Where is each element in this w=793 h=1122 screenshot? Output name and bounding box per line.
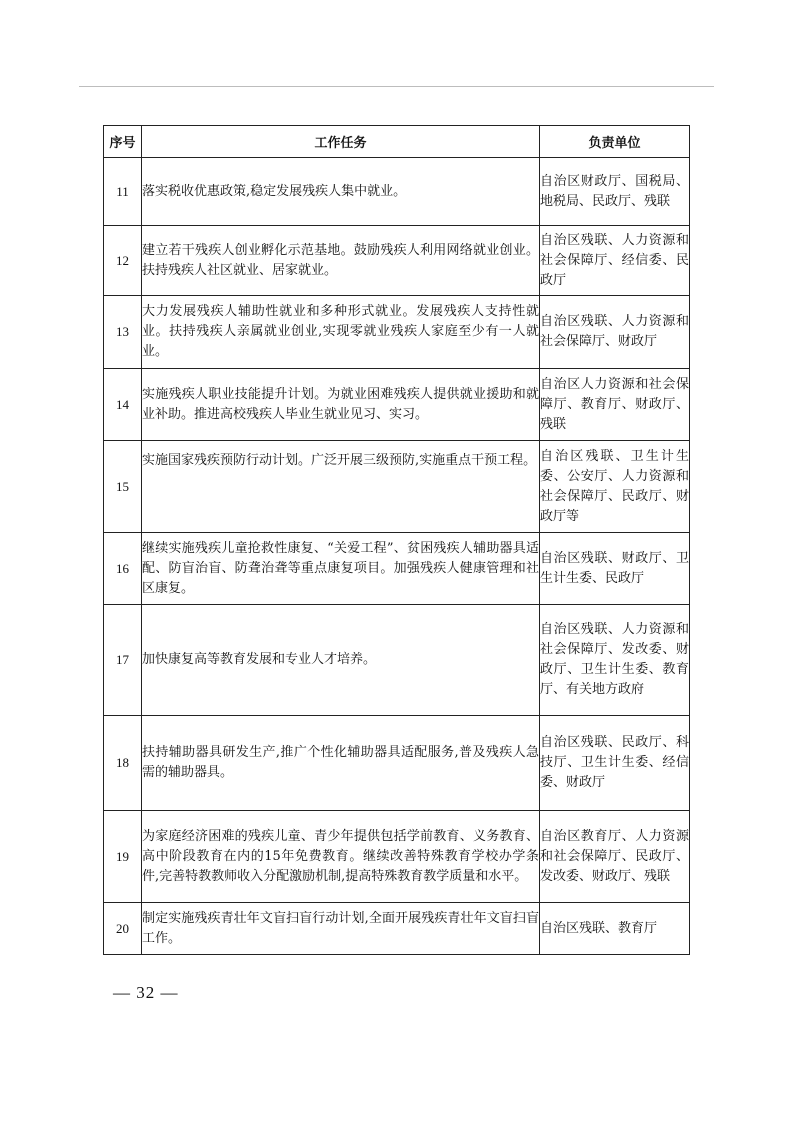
row-unit: 自治区残联、教育厅 [540, 903, 690, 955]
row-task: 继续实施残疾儿童抢救性康复、“关爱工程”、贫困残疾人辅助器具适配、防盲治盲、防聋治聋等重点康复项目。加强残疾人健康管理和社区康复。 [142, 533, 540, 605]
row-task: 实施残疾人职业技能提升计划。为就业困难残疾人提供就业援助和就业补助。推进高校残疾人毕业生就业见习、实习。 [142, 369, 540, 441]
table-header-row [104, 126, 690, 158]
row-seq: 20 [104, 903, 142, 955]
row-seq: 13 [104, 296, 142, 369]
table-row [104, 605, 690, 716]
row-seq: 18 [104, 716, 142, 811]
row-seq: 12 [104, 226, 142, 296]
row-task: 制定实施残疾青壮年文盲扫盲行动计划,全面开展残疾青壮年文盲扫盲工作。 [142, 903, 540, 955]
row-unit: 自治区教育厅、人力资源和社会保障厅、民政厅、发改委、财政厅、残联 [540, 811, 690, 903]
table-row [104, 441, 690, 533]
row-seq: 19 [104, 811, 142, 903]
header-rule [79, 86, 714, 87]
row-unit: 自治区残联、卫生计生委、公安厅、人力资源和社会保障厅、民政厅、财政厅等 [540, 441, 690, 533]
row-unit: 自治区残联、人力资源和社会保障厅、经信委、民政厅 [540, 226, 690, 296]
header-task: 工作任务 [142, 126, 540, 158]
table-row [104, 811, 690, 903]
table-row [104, 716, 690, 811]
row-task: 大力发展残疾人辅助性就业和多种形式就业。发展残疾人支持性就业。扶持残疾人亲属就业创业,实现零就业残疾人家庭至少有一人就业。 [142, 296, 540, 369]
row-task: 扶持辅助器具研发生产,推广个性化辅助器具适配服务,普及残疾人急需的辅助器具。 [142, 716, 540, 811]
row-unit: 自治区残联、人力资源和社会保障厅、财政厅 [540, 296, 690, 369]
task-table [103, 125, 690, 955]
table-row [104, 533, 690, 605]
header-unit: 负责单位 [540, 126, 690, 158]
row-task: 建立若干残疾人创业孵化示范基地。鼓励残疾人利用网络就业创业。扶持残疾人社区就业、居家就业。 [142, 226, 540, 296]
row-task: 实施国家残疾预防行动计划。广泛开展三级预防,实施重点干预工程。 [142, 441, 540, 533]
row-seq: 16 [104, 533, 142, 605]
row-unit: 自治区残联、财政厅、卫生计生委、民政厅 [540, 533, 690, 605]
table-row [104, 296, 690, 369]
row-unit: 自治区人力资源和社会保障厅、教育厅、财政厅、残联 [540, 369, 690, 441]
row-seq: 17 [104, 605, 142, 716]
row-unit: 自治区残联、民政厅、科技厅、卫生计生委、经信委、财政厅 [540, 716, 690, 811]
table-row [104, 226, 690, 296]
row-seq: 11 [104, 158, 142, 226]
table-row [104, 158, 690, 226]
row-unit: 自治区财政厅、国税局、地税局、民政厅、残联 [540, 158, 690, 226]
row-seq: 14 [104, 369, 142, 441]
page-number: — 32 — [113, 983, 179, 1002]
header-seq: 序号 [104, 126, 142, 158]
table-row [104, 369, 690, 441]
row-unit: 自治区残联、人力资源和社会保障厅、发改委、财政厅、卫生计生委、教育厅、有关地方政府 [540, 605, 690, 716]
table-row [104, 903, 690, 955]
row-task: 为家庭经济困难的残疾儿童、青少年提供包括学前教育、义务教育、高中阶段教育在内的15年免费教育。继续改善特殊教育学校办学条件,完善特教教师收入分配激励机制,提高特殊教育教学质量和水平。 [142, 811, 540, 903]
row-task: 落实税收优惠政策,稳定发展残疾人集中就业。 [142, 158, 540, 226]
row-task: 加快康复高等教育发展和专业人才培养。 [142, 605, 540, 716]
row-seq: 15 [104, 441, 142, 533]
